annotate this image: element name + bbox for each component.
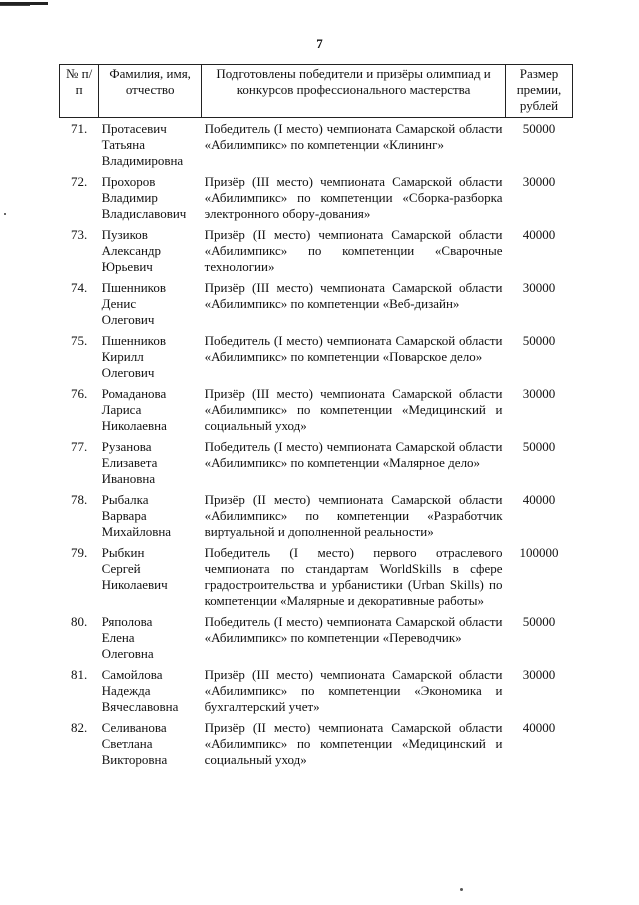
prize-amount: 50000 xyxy=(522,333,556,348)
table-body xyxy=(60,118,573,774)
table-row xyxy=(60,174,573,227)
name-part: Кирилл xyxy=(101,349,144,364)
achievement-description: Победитель (I место) чемпионата Самарской области «Абилимпикс» по компетенции «Клининг» xyxy=(204,121,503,152)
name-part: Протасевич xyxy=(101,121,167,136)
name-part: Надежда xyxy=(101,683,151,698)
row-number: 73. xyxy=(70,227,88,242)
name-part: Селиванова xyxy=(101,720,167,735)
table-row xyxy=(60,280,573,333)
prize-amount: 40000 xyxy=(522,227,556,242)
name-part: Пшенников xyxy=(101,280,166,295)
achievement-description: Призёр (III место) чемпионата Самарской области «Абилимпикс» по компетенции «Медицинский и социальный уход» xyxy=(204,386,503,433)
prize-amount: 100000 xyxy=(519,545,559,560)
name-part: Денис xyxy=(101,296,137,311)
name-part: Сергей xyxy=(101,561,141,576)
achievement-description: Победитель (I место) чемпионата Самарской области «Абилимпикс» по компетенции «Поварское дело» xyxy=(204,333,503,364)
name-part: Николаевич xyxy=(101,577,168,592)
scan-artifact-dot xyxy=(460,888,463,891)
row-number: 74. xyxy=(70,280,88,295)
table-row xyxy=(60,118,573,175)
awards-table xyxy=(59,64,573,773)
name-part: Рыбкин xyxy=(101,545,145,560)
name-part: Ивановна xyxy=(101,471,156,486)
name-part: Пузиков xyxy=(101,227,148,242)
prize-amount: 40000 xyxy=(522,720,556,735)
table-row xyxy=(60,614,573,667)
name-part: Варвара xyxy=(101,508,147,523)
name-part: Пшенников xyxy=(101,333,166,348)
name-part: Владиславович xyxy=(101,206,187,221)
name-part: Рузанова xyxy=(101,439,152,454)
prize-amount: 30000 xyxy=(522,174,556,189)
table-row xyxy=(60,492,573,545)
person-name xyxy=(99,118,202,175)
achievement-description: Призёр (II место) чемпионата Самарской области «Абилимпикс» по компетенции «Сварочные технологии» xyxy=(204,227,503,274)
name-part: Юрьевич xyxy=(101,259,153,274)
achievement-description: Призёр (III место) чемпионата Самарской области «Абилимпикс» по компетенции «Веб-дизайн» xyxy=(204,280,503,311)
prize-amount: 50000 xyxy=(522,439,556,454)
person-name xyxy=(99,439,202,492)
name-part: Олегович xyxy=(101,365,155,380)
name-part: Рыбалка xyxy=(101,492,149,507)
prize-amount: 30000 xyxy=(522,667,556,682)
row-number: 79. xyxy=(70,545,88,560)
name-part: Самойлова xyxy=(101,667,163,682)
person-name xyxy=(99,545,202,614)
scan-artifact-dot xyxy=(4,213,6,215)
table-row xyxy=(60,720,573,773)
name-part: Ряполова xyxy=(101,614,153,629)
prize-amount: 30000 xyxy=(522,280,556,295)
name-part: Владимировна xyxy=(101,153,184,168)
row-number: 82. xyxy=(70,720,88,735)
achievement-description: Победитель (I место) чемпионата Самарской области «Абилимпикс» по компетенции «Переводчик» xyxy=(204,614,503,645)
table-row xyxy=(60,439,573,492)
person-name xyxy=(99,280,202,333)
person-name xyxy=(99,492,202,545)
name-part: Светлана xyxy=(101,736,153,751)
name-part: Татьяна xyxy=(101,137,146,152)
row-number: 75. xyxy=(70,333,88,348)
name-part: Елизавета xyxy=(101,455,158,470)
prize-amount: 30000 xyxy=(522,386,556,401)
table-header xyxy=(60,65,573,118)
row-number: 78. xyxy=(70,492,88,507)
person-name xyxy=(99,227,202,280)
name-part: Лариса xyxy=(101,402,142,417)
person-name xyxy=(99,333,202,386)
header-full-name: Фамилия, имя, отчество xyxy=(99,65,202,118)
name-part: Владимир xyxy=(101,190,158,205)
name-part: Елена xyxy=(101,630,135,645)
achievement-description: Призёр (III место) чемпионата Самарской области «Абилимпикс» по компетенции «Сборка-разборка электронного обору-дования» xyxy=(204,174,503,221)
person-name xyxy=(99,386,202,439)
person-name xyxy=(99,667,202,720)
table-row xyxy=(60,386,573,439)
table-row xyxy=(60,227,573,280)
prize-amount: 50000 xyxy=(522,614,556,629)
person-name xyxy=(99,614,202,667)
prize-amount: 40000 xyxy=(522,492,556,507)
name-part: Вячеславовна xyxy=(101,699,179,714)
achievement-description: Призёр (II место) чемпионата Самарской области «Абилимпикс» по компетенции «Разработчик виртуальной и дополненной реальности» xyxy=(204,492,503,539)
row-number: 77. xyxy=(70,439,88,454)
header-achievement: Подготовлены победители и призёры олимпиад и конкурсов профессионального мастерства xyxy=(202,65,506,118)
row-number: 72. xyxy=(70,174,88,189)
table-row xyxy=(60,545,573,614)
header-prize-amount: Размер премии, рублей xyxy=(506,65,573,118)
name-part: Ромаданова xyxy=(101,386,167,401)
scan-artifact-line xyxy=(0,5,30,6)
person-name xyxy=(99,174,202,227)
achievement-description: Призёр (II место) чемпионата Самарской области «Абилимпикс» по компетенции «Медицинский и социальный уход» xyxy=(204,720,503,767)
name-part: Олеговна xyxy=(101,646,154,661)
table-row xyxy=(60,333,573,386)
name-part: Николаевна xyxy=(101,418,167,433)
row-number: 81. xyxy=(70,667,88,682)
name-part: Олегович xyxy=(101,312,155,327)
prize-amount: 50000 xyxy=(522,121,556,136)
name-part: Михайловна xyxy=(101,524,172,539)
header-number: № п/п xyxy=(60,65,99,118)
row-number: 76. xyxy=(70,386,88,401)
row-number: 71. xyxy=(70,121,88,136)
person-name xyxy=(99,720,202,773)
achievement-description: Призёр (III место) чемпионата Самарской области «Абилимпикс» по компетенции «Экономика и бухгалтерский учет» xyxy=(204,667,503,714)
page-number: 7 xyxy=(316,36,323,51)
achievement-description: Победитель (I место) чемпионата Самарской области «Абилимпикс» по компетенции «Малярное дело» xyxy=(204,439,503,470)
name-part: Александр xyxy=(101,243,162,258)
table-row xyxy=(60,667,573,720)
name-part: Викторовна xyxy=(101,752,168,767)
achievement-description: Победитель (I место) первого отраслевого чемпионата по стандартам WorldSkills в сфере градостроительства и урбанистики (Urban Skills) по компетенции «Малярные и декоративные работы» xyxy=(204,545,503,608)
name-part: Прохоров xyxy=(101,174,156,189)
row-number: 80. xyxy=(70,614,88,629)
